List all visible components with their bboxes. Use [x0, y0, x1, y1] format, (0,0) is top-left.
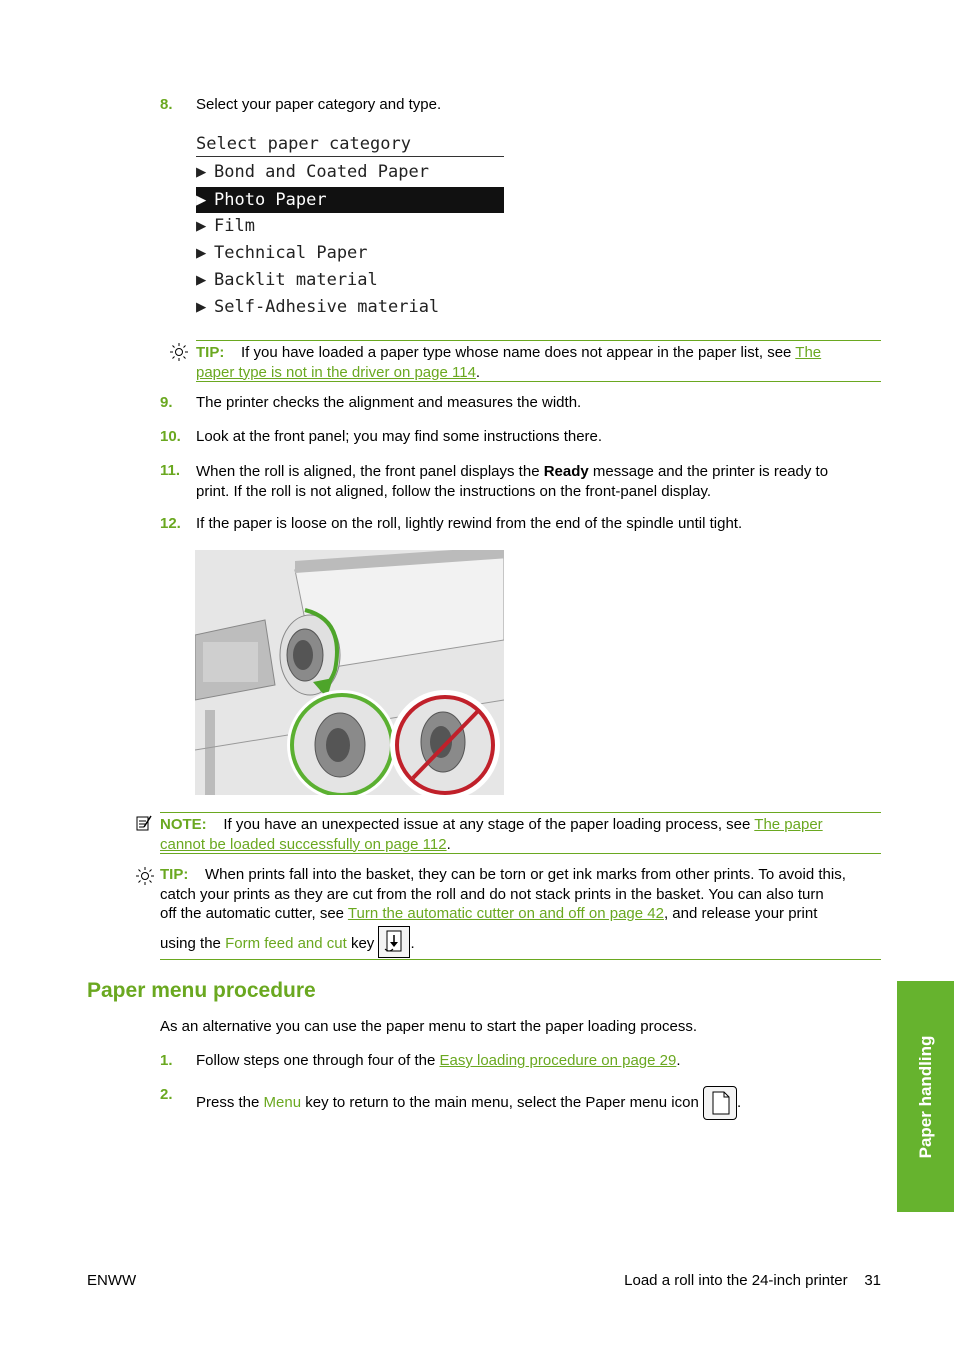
section-heading: Paper menu procedure: [87, 979, 316, 1002]
step-text: Select your paper category and type.: [196, 96, 442, 113]
lcd-item-selected: ▶ Photo Paper: [196, 187, 504, 213]
easy-loading-link[interactable]: Easy loading procedure on page 29: [439, 1052, 677, 1069]
lcd-item: ▶ Backlit material: [196, 267, 504, 293]
lightbulb-icon: [170, 343, 188, 365]
triangle-right-icon: ▶: [196, 297, 207, 317]
step-text: Follow steps one through four of the Easy loading procedure on page 29.: [196, 1052, 681, 1069]
lcd-item: ▶ Bond and Coated Paper: [196, 159, 504, 185]
side-tab: [897, 981, 954, 1212]
step-text: If the paper is loose on the roll, lightly rewind from the end of the spindle until tight.: [196, 515, 743, 532]
triangle-right-icon: ▶: [196, 270, 207, 290]
spindle-rewind-illustration: [195, 550, 504, 795]
footer-title: Load a roll into the 24-inch printer: [624, 1272, 848, 1289]
footer-right: [624, 1272, 881, 1289]
step-number: 9.: [160, 394, 173, 411]
tip-label: TIP:: [196, 344, 225, 361]
triangle-right-icon: ▶: [196, 190, 207, 210]
step-text: Look at the front panel; you may find some instructions there.: [196, 428, 603, 445]
lcd-item: ▶ Film: [196, 213, 504, 239]
lightbulb-icon: [136, 867, 154, 889]
tip-box: TIP: If you have loaded a paper type whose name does not appear in the paper list, see The paper type is not in the driver on page 114.: [196, 340, 881, 382]
page-number: 31: [864, 1272, 881, 1289]
paper-menu-icon: [703, 1086, 737, 1120]
step-number: 11.: [160, 462, 181, 479]
step-text: The printer checks the alignment and measures the width.: [196, 394, 582, 411]
lcd-title: Select paper category: [196, 131, 504, 157]
note-link[interactable]: cannot be loaded successfully on page 112: [160, 835, 447, 853]
tip-link[interactable]: The: [795, 344, 822, 361]
footer-left: ENWW: [87, 1272, 137, 1289]
tip-box: TIP: When prints fall into the basket, they can be torn or get ink marks from other prints. To avoid this, catch your prints as they are cut from the roll and do not stack prints in the basket. You can also turn off the automatic cutter, see Turn the automatic cutter on and off on page 42, and release your print using the Form feed and cut key .: [160, 865, 881, 960]
note-link[interactable]: The paper: [754, 816, 823, 833]
menu-key-label: Menu: [263, 1093, 302, 1111]
tip-label: TIP:: [160, 866, 189, 883]
note-box: NOTE: If you have an unexpected issue at any stage of the paper loading process, see The paper cannot be loaded successfully on page 112.: [160, 812, 881, 854]
note-icon: [136, 815, 152, 835]
triangle-right-icon: ▶: [196, 243, 207, 263]
step-number: 8.: [160, 96, 173, 113]
form-feed-cut-key-icon: [378, 926, 410, 958]
lcd-item: ▶ Self-Adhesive material: [196, 294, 504, 320]
triangle-right-icon: ▶: [196, 216, 207, 236]
tip-link[interactable]: Turn the automatic cutter on and off on page 42: [347, 905, 664, 922]
step-number: 2.: [160, 1086, 173, 1103]
side-tab-label: Paper handling: [915, 1035, 935, 1158]
form-feed-cut-label: Form feed and cut: [225, 934, 347, 952]
tip-link[interactable]: paper type is not in the driver on page 114: [196, 363, 476, 381]
step-text: When the roll is aligned, the front panel displays the Ready message and the printer is ready to print. If the roll is not aligned, follow the instructions on the front-panel display.: [196, 463, 829, 500]
step-number: 12.: [160, 515, 181, 532]
triangle-right-icon: ▶: [196, 162, 207, 182]
step-number: 1.: [160, 1052, 173, 1069]
lcd-item: ▶ Technical Paper: [196, 240, 504, 266]
step-text: Press the Menu key to return to the main menu, select the Paper menu icon .: [196, 1086, 741, 1120]
note-text: If you have an unexpected issue at any stage of the paper loading process, see: [223, 816, 751, 833]
note-label: NOTE:: [160, 816, 207, 833]
section-intro: As an alternative you can use the paper menu to start the paper loading process.: [160, 1018, 697, 1035]
tip-text: If you have loaded a paper type whose name does not appear in the paper list, see: [241, 344, 792, 361]
step-number: 10.: [160, 428, 181, 445]
